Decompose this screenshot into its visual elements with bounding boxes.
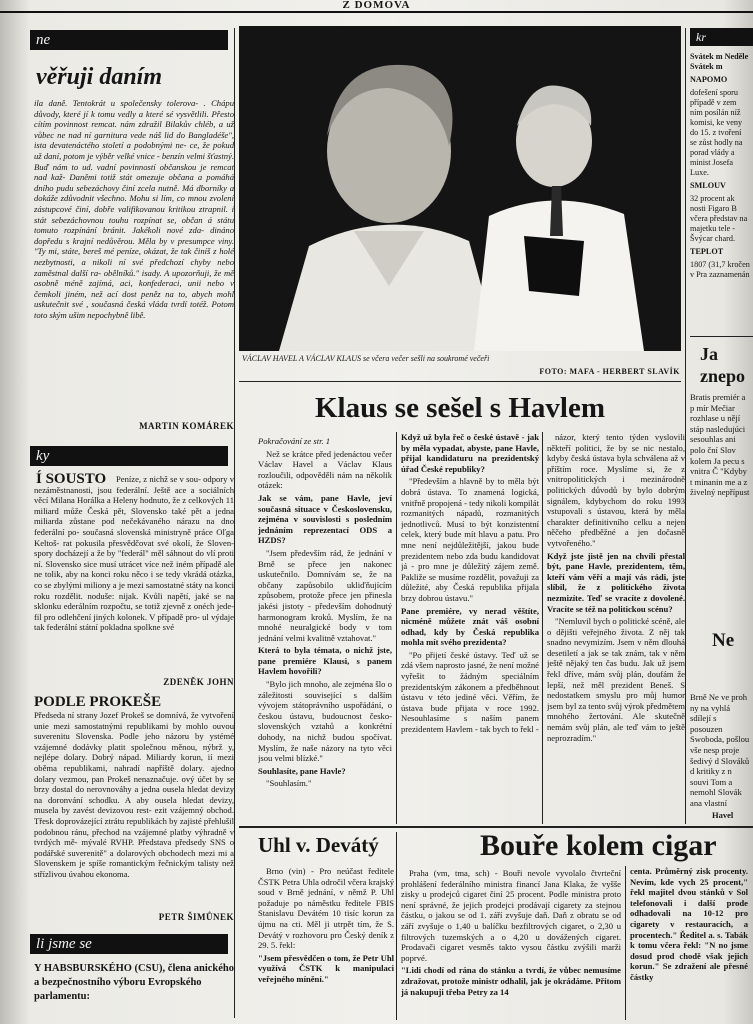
column-divider-uhl [396,832,397,1020]
item3-title: Y HABSBURSKÉHO (CSU), člena anického a bezpečnostního výboru Evropského parlamentu: [34,963,235,1002]
right-section-bar: kr [690,28,753,46]
photo-caption: VÁCLAV HAVEL A VÁCLAV KLAUS se včera večer sešli na soukromé večeři [242,354,490,363]
boure-body-1 [401,868,621,1018]
interview-answer: "Jsem především rád, že jednání v Brně se přece jen nakonec uskutečnilo. Domnívám se, že na občany zapůsobilo ukliďňujícím způsobem, protože přece jen přinesla jakési jistoty - především dohodnutý harmonogram kroků. Myslím, že na mnohé neuralgické body v tom jednání velmi kvalitně vztahovat." [258,547,392,643]
photo-rule [239,381,681,382]
interview-answer: názor, který tento týden vyslovili někteří politici, že by se nic nestalo, kdyby česká ústava byla schválena až v příštím roce. Myslíme si, že z vnitropolitických i mezinárodně politických důvodů by bylo dobrým signálem, kdybychom do roku 1993 vstupovali s ústavou, která by měla charakter definitivního celku a nejen něčeho předběžné a jen dočasně vytvořeného." [547,432,685,548]
photo-credit: FOTO: MAFA - HERBERT SLAVÍK [539,367,680,376]
header-rule [0,11,753,13]
column-divider-left [234,28,235,1018]
interview-answer: "Souhlasím." [266,778,312,789]
uhl-quote: "Jsem přesvědčen o tom, že Petr Uhl využívá ČSTK k manipulaci veřejného mínění." [258,952,394,984]
uhl-headline: Uhl v. Devátý [258,833,379,857]
right-headline-1: Ja znepo [700,344,745,386]
left-column-title: věřuji daním [36,64,163,90]
right-body-2: Brně Ne ve proh ny na vyhlá sdílejí s posouzen Swoboda, pošlou vše nesp proje šedivý d Slováků d kritiky z n souvi Tom a nemohl Slovák ana vlastní [690,692,750,808]
column-divider-boure [625,866,626,1020]
interview-answer: Než se krátce před jedenáctou večer Václav Havel a Václav Klaus rozloučili, odpověděli nám na několik otázek: [258,448,392,491]
brief-text: 32 procent ak nosti Figaro B včera představ na majetku tele - Švýcar chard. [690,194,748,243]
main-col-3 [547,432,685,822]
interview-answer: "Po přijetí české ústavy. Teď už se zdá všem naprosto jasné, že není možné vyřešit to žádným speciálním prezidentským zákonem a předběhnout ústavu v této jediné věci. Věřím, že ústava bude přijata v roce 1992. Nesouhlasíme s naším panem prezidentem Havlem - tak bych to řekl - [401,649,539,735]
item2-signature: PETR ŠIMŮNEK [158,912,234,922]
main-col-2 [401,432,539,822]
main-col-1 [258,436,392,820]
item2-title: PODLE PROKEŠE [34,694,162,710]
interview-question: Která to byla témata, o nichž jste, pane premiére Klausi, s panem Havlem hovořili? [258,645,392,677]
right-headline-2: Ne [712,630,735,651]
brief-heading: TEPLOT [690,247,724,256]
right-column-items [690,52,750,352]
left-section-bar: ne [30,30,228,50]
item1-title: Í SOUSTO [36,471,107,487]
brief-heading: SMLOUV [690,181,726,190]
havel-klaus-photo [239,26,681,351]
boure-headline: Bouře kolem cigar [480,829,717,862]
interview-question: Když jste jistě jen na chvíli přestal být, pane Havle, prezidentem, těm, kteří vám věří a mají vás rádi, jste slíbil, že z politického života nezmizíte. Teď se vracíte z dovolené. Vracíte se též na politickou scénu? [547,550,685,614]
brief-text: dofešení sporu případě v zem ním posílán níž komisi, ke veny do 15. z tvoření se zůst hodly na porad vlády a minist Josefa Luxe. [690,88,743,177]
column-divider-right [685,28,686,824]
item1-body: Peníze, z nichž se v sou- odpory v nezáměstnanosti, jsou federální. Ještě ace a sociálních věcí Milana Horálka a Heleny hodnuto, že z celkových 11 miliard může Česká pět, Slovensko také pět a jedna miliarda zůstane pod nečekávaného nárazu na dno federální po- současná slovenská ministryně práce Oľga Keltoš- rat pokusila přesvědčovat své okolí, že Sloven- spory docházejí a že by "federál" měl sáhnout do vlí proti ní. Slovensko sice musí utrácet více než iném případě ale ne tolik, aby na konci roku něco i se tedy vkrádá otázka, co se zbylými miliony a je mezi samostatné státy na konci roku rozdělit. noduše: nijak. Kvůli napětí, jaké se na sklonku ederálním rozpočtu, se totiž zjevně z onéch jede- fil pro odlehčení jiných kolonek. V případě pro- ul výdaje tak federální státní pokladna spolkne své [34,474,234,633]
boure-body-2: centa. Průměrný zisk procenty. Nevím, kde vych 25 procent," řekl majitel dvou stánků v Sol telefonovali i další prode odhadovali na 10-12 pro cigarety v restauracích, a procentech." Ředitel a. s. Tabák k tomu včera řekl: "N no jsme dosud prod chodě však jejich korun." Se zdražení ale přesné částky [630,866,748,982]
column-divider-main-1 [396,432,397,824]
left-column-body: ila daně. Tentokrát u společensky tolerova- . Chápu důvody, které jí k tomu vedly a které sé vysvětlili. Přesto cítím povinnost remcat. nám zdražil Bilakův chléb, a už vůbec ne nad ní garnitura vede náš lid do Bangladéše", ista devatenáctého století a podobnými ne- ce, že pokud už daní, potom je výběr velké vnice - benzín velmi šťastný. Buď nám to ud. vadní povinností občanskou je remcat nad kaž- Daněmi totiž stát omezuje občana a pomáhá dního pudu sebezáchovy činí zcela nutně. Má dborníky a dokáže zdůvodnit všechno. Mohu si lím, co mnou zvolení zástupcové činí, dobře valifikovanou kritikou ztrapnil. i stát sebezáchovnou touhu rozpínat se, občan á státu tomuto rozpínání bránit. Jakékoli nové zda- dináno dopředu s krajní nedůvěrou. Měla by v presumpce viny. "Ty mi, státe, bereš mé peníze, okázat, že tak činíš z holé nezbytnosti, a nikoli ní své předchozí chyby nebo zaměstnal další ra- obělníků." isady. A upozorňuji, že mě osobně méně zajímá, aci, konfederaci, unii nebo v čemkoli jiném, než ací dost peněz na to, abych mohl uskutečnit své , současná česká vláda tvrdí totéž. Potom toto ským ušim nepochybně libě. [34,98,234,320]
main-headline: Klaus se sešel s Havlem [315,392,605,424]
boure-paragraph: Praha (vm, tma, sch) - Bouři nevole vyvolalo čtvrteční prohlášení federálního ministra financí Jana Klaka, že vyšše zisky u prodejců cigaret činí 25 procent. Podle ministra proto není správné, že jejich prodejci prodávají cigarety za stejnou částku, o jakou se od 1. září zvyšuje daň. Daň z obratu se od září zvyšuje o 1,40 u balíčku bezfiltrových cigaret, o 2,30 u filtrových tuzemských a o 4,20 u dovážených cigaret. Prodavači cigaret vesměs takto vysou částku zvýšili marži poprvé. [401,868,621,963]
interview-question: Pane premiére, vy nerad věštíte, nicméně můžete znát váš osobní odhad, kdy by Česká republika mohla mít svého prezidenta? [401,605,539,648]
brief-text: 1807 (31,7 kročen v Pra zaznamenán [690,260,750,279]
column-divider-main-2 [542,432,543,824]
item2-body: Předseda ní strany Jozef Prokeš se domnívá, že vytvoření unie mezi samostatnými republikami by mohlo ouvou suverenitu Slovenska. Podle jeho názoru by ystémé vzájemné dodávky platit společnou měnou, nýbrž y, nejlépe dolary. Dobrý nápad. Miliardy korun, ií mezi oběma republikami, nahradí napříště dolary. ajedno dolary vezmou, pan Prokeš nenaznačuje. ový účet by se brzy dostal do nerovnováhy a jedna ousela hledat devizy na doronvání schodku. A aby ousela hledat devizy, musela by zavést devizovou rest- ezit vzájemný obchod. Třesk doprovázející ztrátu republikách by zajisté přehlušil podobnou ránu, přechod na vzájemné platby výhradně v tvrdých mě- mývalé RVHP. Představa předsedy SNS o podářské suverenitě" a dolarových obchodech mezi mi a Slovenskem je spíše romantickým řečnickým talisty než střízlivou úvahou ekonoma. [34,710,234,879]
right-body-1: Bratis premiér a p mír Mečiar rozhlase u nějí stáp nasledujúci sesouhlas ani polo ční Slov kolem Ja pecu s vnitra Č "Kdyby t minanin me a z živelný nepřípust [690,392,750,498]
boure-quote: "Lidi chodí od rána do stánku a tvrdí, že vůbec nemusíme zdražovat, protože ministr odhalil, jak je okrádáme. Přitom já nakupuji třeba Petry za 14 [401,965,621,997]
brief-heading: NAPOMO [690,75,728,84]
brief-heading: Svátek m Neděle Svátek m [690,52,749,71]
left-section-bar-2: ky [30,446,228,466]
section-header: Z DOMOVA [342,0,411,11]
uhl-body [258,866,394,1018]
interview-answer: "Nemluvil bych o politické scéně, ale o dějišti veřejného života. Z něj tak snadno nevymizím. Jsem v něm dlouhá desetiletí a jak se tak znám, tak v něm ještě nějaký ten čas budu. Jak už jsem řekl dříve, mám svůj plán, doufám že lepší, než měl prezident Beneš. S nedostatkem smyslu pro můj humor jsem byl za tento svůj výrok předmětem mnohého žertování. Ale skutečně nemám svůj plán, ale teď vám to ještě neprozradím." [547,616,685,743]
continued-note: Pokračování ze str. 1 [258,436,331,446]
interview-question: Jak se vám, pane Havle, jeví současná situace v Československu, zejména v souvislosti s posledním jednáním reprezentací ODS a HZDS? [258,492,392,546]
interview-question: Souhlasíte, pane Havle? [258,765,346,776]
right-rule [690,336,753,337]
interview-answer: "Bylo jich mnoho, ale zejména šlo o záležitosti související s dalším vývojem státoprávního uspořádání, o českou ústavu, budoucnost česko-slovenských vztahů a konkrétní dohody, na nichž budou spočívat. Myslím, že naše názory na tyto věci jsou velmi blízké." [258,679,392,764]
right-signature: Havel [712,810,734,820]
main-col-1-paragraphs [258,449,392,789]
item1-signature: ZDENĚK JOHN [163,677,234,687]
interview-question: Když už byla řeč o české ústavě - jak by měla vypadat, abyste, pane Havle, přijal kandidaturu na prezidentský úřad České republiky? [401,432,539,474]
photo-illustration [239,26,681,351]
left-section-bar-3: li jsme se [30,934,228,954]
left-column-signature: MARTIN KOMÁREK [139,421,234,431]
interview-answer: "Především a hlavně by to měla být dobrá ústava. To znamená logická, vnitřně propojená - tedy nikoli kompilát rozmanitých nápadů, rozmanitých jednotlivců. Musí to být konzistentní celek, který bude mít hlavu a patu. Pro mne není nejdůležitější, jakou bude prezidentem nebo zda budu kandidovat já - pro mne je důležitý zájem země. Pakliže se musíme rozdělit, považuji za důležité, aby Česká republika přijala brzy dobrou ústavu." [401,476,539,603]
uhl-paragraph: Brno (vin) - Pro neúčast ředitele ČSTK Petra Uhla odročil včera krajský soud v Brně jednání, v němž P. Uhl požaduje po náměstku ředitele FBIS Stanislavu Devátém 10 tisíc korun za újmu na cti. Měl ji utrpět tím, že S. Devátý v rozhovoru pro Český deník z 29. 5. řekl: [258,866,394,951]
